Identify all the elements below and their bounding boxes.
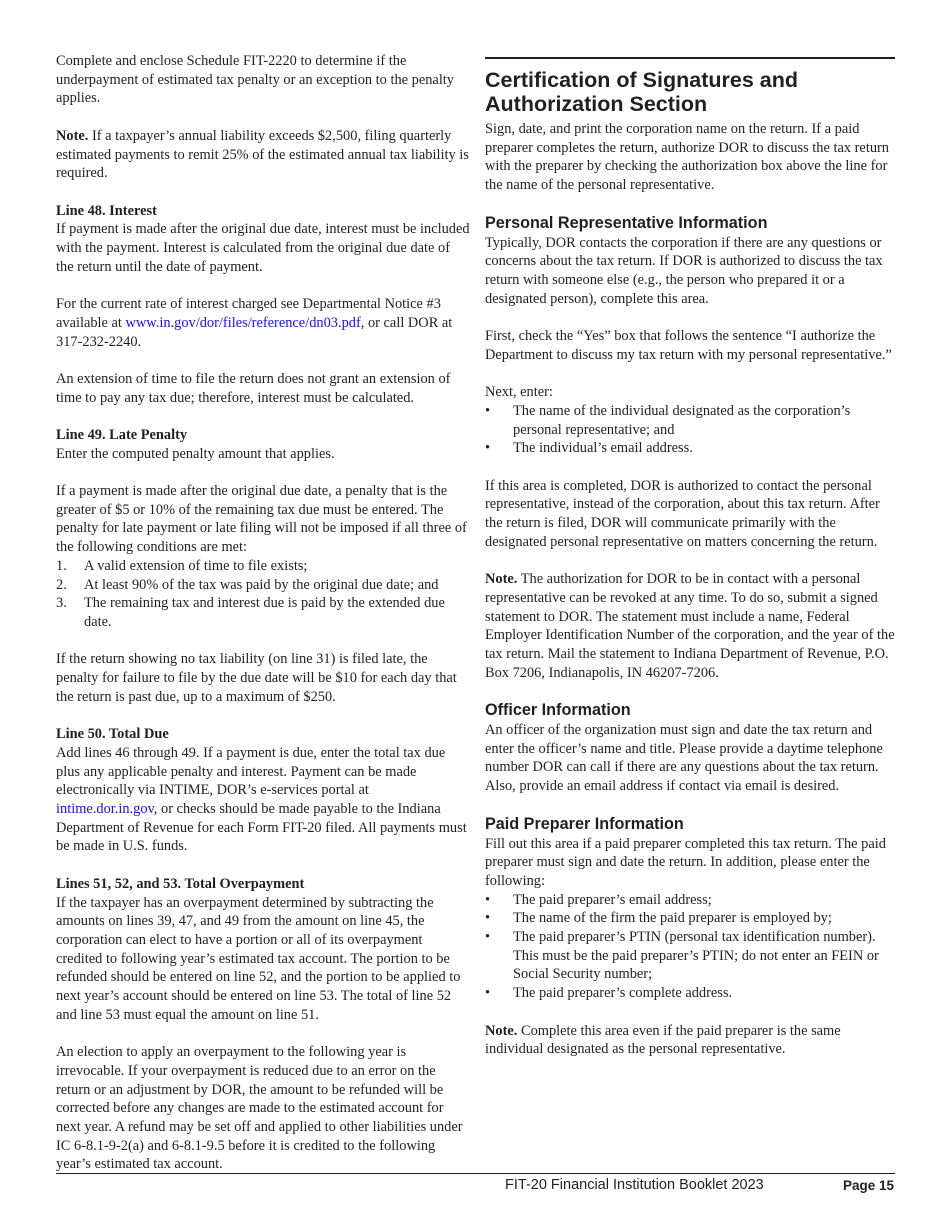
list-item [485,928,895,984]
note-label: Note. [56,127,89,144]
bullet-icon: • [485,402,491,419]
page-number: Page 15 [842,1178,894,1193]
certification-paragraph: Sign, date, and print the corporation name on the return. If a paid preparer completes the return, authorize DOR to discuss the tax return with the preparer by checking the authorization box above the line for the name of the personal representative. [485,121,889,194]
list-text: At least 90% of the tax was paid by the original due date; and [84,576,439,593]
list-text: The paid preparer’s PTIN (personal tax identification number). This must be the paid preparer’s PTIN; do not enter an FEIN or Social Security number; [513,929,879,983]
revoke-note [485,570,895,682]
rate-text-a: For the current rate of interest charged see Departmental Notice #3 available at [56,296,441,331]
list-number: 1. [56,557,67,574]
list-text: The name of the individual designated as the corporation’s personal representative; and [513,402,851,438]
officer-paragraph: An officer of the organization must sign and date the tax return and enter the officer’s name and title. Please provide a daytime telephone number DOR can call if there are any questions about the tax return. Also, provide an email address if contact via email is desired. [485,722,883,795]
note-label: Note. [485,571,518,588]
next-enter-label: Next, enter: [485,384,553,401]
list-number: 3. [56,595,67,612]
rate-text-b: , or call DOR at 317-232-2240. [56,314,453,350]
note-label: Note. [485,1022,518,1039]
list-item [56,576,470,595]
line49-penalty-paragraph: If a payment is made after the original due date, a penalty that is the greater of $5 or 10% of the remaining tax due must be entered. The penalty for late payment or late filing will not be imposed if all three of the following conditions are met: [56,483,467,556]
line48-section [56,202,470,277]
line49-text: Enter the computed penalty amount that applies. [56,445,335,462]
note-text: Complete this area even if the paid preparer is the same individual designated as the personal representative. [485,1022,841,1058]
line48-rate-paragraph [56,295,470,351]
list-text: The individual’s email address. [513,440,693,457]
line49-heading: Line 49. Late Penalty [56,426,188,443]
line51-election-paragraph: An election to apply an overpayment to the following year is irrevocable. If your overpayment is reduced due to an error on the return or an adjustment by DOR, the amount to be refunded will be corrected before any changes are made to the estimated account for next year. A refund may be set off and applied to other liabilities under IC 6-8.1-9-2(a) and 6-8.1-9.5 before it is credited to the following year’s estimated tax account. [56,1044,463,1173]
list-text: A valid extension of time to file exists; [84,557,308,574]
list-item [485,891,895,910]
dn03-link[interactable]: www.in.gov/dor/files/reference/dn03.pdf [125,314,361,331]
list-item [485,909,895,928]
bullet-icon: • [485,891,491,908]
line49-section [56,426,470,463]
line50-text-b: , or checks should be made payable to the Indiana Department of Revenue for each Form FIT-20 filed. All payments must be made in U.S. funds. [56,801,467,855]
line50-text-a: Add lines 46 through 49. If a payment is due, enter the total tax due plus any applicable penalty and interest. Payment can be made electronically via INTIME, DOR’s e-services portal at [56,744,446,799]
certification-heading: Certification of Signatures and Authorization Section [485,68,798,116]
officer-heading: Officer Information [485,701,631,719]
note-text: If a taxpayer’s annual liability exceeds $2,500, filing quarterly estimated payments to remit 25% of the estimated annual tax liability is required. [56,127,469,182]
list-item [485,439,895,458]
conditions-list [56,557,470,632]
bullet-icon: • [485,929,491,946]
paid-preparer-paragraph: Fill out this area if a paid preparer completed this tax return. The paid preparer must sign and date the return. In addition, please enter the following: [485,835,886,889]
footer-rule [56,1173,895,1174]
personal-rep-paragraph: Typically, DOR contacts the corporation if there are any questions or concerns about the tax return. If DOR is authorized to discuss the tax return with someone else (e.g., the person who prepared it or a designated person), complete this area. [485,234,883,307]
contact-paragraph: If this area is completed, DOR is authorized to contact the personal representative, instead of the corporation, about this tax return. After the return is filed, DOR will communicate primarily with the designated personal representative on matters concerning the return. [485,477,880,550]
line50-heading: Line 50. Total Due [56,726,169,743]
preparer-bullet-list [485,891,895,1003]
personal-rep-heading: Personal Representative Information [485,213,768,232]
list-text: The name of the firm the paid preparer is employed by; [513,910,832,927]
yes-box-paragraph: First, check the “Yes” box that follows the sentence “I authorize the Department to discuss my tax return with my personal representative.” [485,328,892,363]
rep-bullet-list [485,402,895,458]
line50-section [56,725,470,856]
note-estimated-payments [56,127,470,183]
right-column [485,52,895,1078]
line51-text: If the taxpayer has an overpayment determined by subtracting the amounts on lines 39, 47, and 49 from the amount on line 45, the corporation can elect to have a portion or all of its overpayment credited to following year’s estimated tax account. The portion to be refunded should be entered on line 52, and the portion to be applied to next year’s account should be entered on line 53. The total of line 52 and line 53 must equal the amount on line 51. [56,894,461,1023]
list-item [56,557,470,576]
bullet-icon: • [485,440,491,457]
paid-preparer-heading: Paid Preparer Information [485,814,684,833]
footer-title: FIT-20 Financial Institution Booklet 2023 [505,1177,764,1193]
left-column [56,52,470,1193]
list-item [485,984,895,1003]
line48-text: If payment is made after the original due date, interest must be included with the payment. Interest is calculated from the original due date of the return until the date of payment. [56,221,470,275]
line48-heading: Line 48. Interest [56,202,157,219]
list-item [485,402,895,439]
fit2220-paragraph: Complete and enclose Schedule FIT-2220 to determine if the underpayment of estimated tax penalty or an exception to the penalty applies. [56,53,455,107]
line51-heading: Lines 51, 52, and 53. Total Overpayment [56,875,305,892]
list-item [56,594,470,631]
preparer-note [485,1022,895,1059]
list-text: The paid preparer’s complete address. [513,985,733,1002]
note-text: The authorization for DOR to be in contact with a personal representative can be revoked at any time. To do so, submit a signed statement to DOR. The statement must include a name, Federal Employer Identification Number of the corporation, and the year of the tax return. Mail the statement to Indiana Department of Revenue, P.O. Box 7206, Indianapolis, IN 46207-7206. [485,571,895,681]
line51-section [56,875,470,1025]
bullet-icon: • [485,910,491,927]
list-text: The paid preparer’s email address; [513,891,712,908]
line49-no-liability-paragraph: If the return showing no tax liability (on line 31) is filed late, the penalty for failure to file by the due date will be $10 for each day that the return is past due, up to a maximum of $250. [56,651,457,705]
intime-link[interactable]: intime.dor.in.gov [56,801,154,817]
bullet-icon: • [485,985,491,1002]
line48-extension-paragraph: An extension of time to file the return does not grant an extension of time to pay any tax due; therefore, interest must be calculated. [56,370,451,406]
list-text: The remaining tax and interest due is paid by the extended due date. [84,595,445,630]
list-number: 2. [56,576,67,593]
